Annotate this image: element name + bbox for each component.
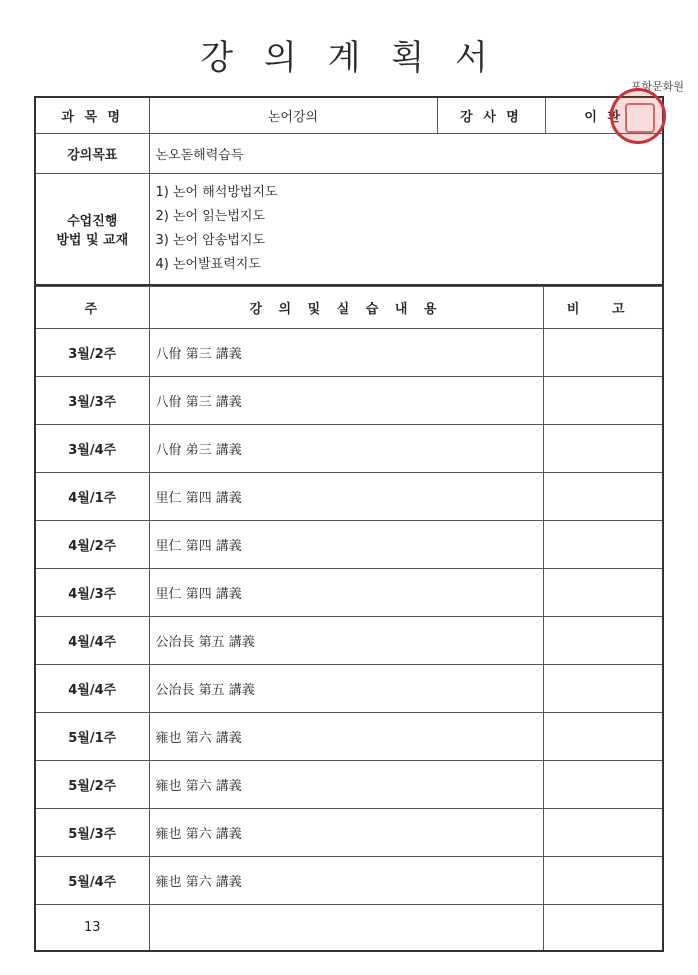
content-cell: 八佾 第三 講義 — [149, 377, 543, 425]
content-cell: 公冶長 第五 講義 — [149, 665, 543, 713]
note-cell — [543, 473, 663, 521]
week-cell: 5월/3주 — [35, 809, 149, 857]
method-item: 4) 논어발표력지도 — [155, 256, 261, 272]
content-cell: 八佾 第三 講義 — [149, 329, 543, 377]
week-cell: 5월/2주 — [35, 761, 149, 809]
content-cell: 里仁 第四 講義 — [149, 569, 543, 617]
week-cell: 5월/1주 — [35, 713, 149, 761]
schedule-row — [35, 761, 663, 809]
note-cell — [543, 761, 663, 809]
content-cell: 里仁 第四 講義 — [149, 473, 543, 521]
organization-name: 포항문화원 — [630, 80, 684, 93]
method-row — [35, 173, 663, 285]
note-cell — [543, 569, 663, 617]
method-item: 1) 논어 해석방법지도 — [155, 184, 278, 200]
method-label-line2: 방법 및 교재 — [56, 232, 129, 248]
schedule-table — [34, 286, 664, 952]
lecture-plan-table — [34, 96, 664, 286]
note-cell — [543, 809, 663, 857]
content-cell: 雍也 第六 講義 — [149, 713, 543, 761]
method-items — [149, 173, 663, 285]
content-cell: 里仁 第四 講義 — [149, 521, 543, 569]
document-title: 강 의 계 획 서 — [200, 38, 498, 78]
schedule-row — [35, 473, 663, 521]
goal-value: 논오돋해력습득 — [149, 133, 663, 173]
week-cell: 5월/4주 — [35, 857, 149, 905]
footer-note-cell — [543, 905, 663, 951]
goal-label: 강의목표 — [35, 133, 149, 173]
note-cell — [543, 665, 663, 713]
page-number: 13 — [35, 905, 149, 951]
lecturer-label: 강 사 명 — [437, 97, 545, 133]
week-cell: 4월/2주 — [35, 521, 149, 569]
footer-content-cell — [149, 905, 543, 951]
note-cell — [543, 425, 663, 473]
schedule-row — [35, 809, 663, 857]
content-cell: 公冶長 第五 講義 — [149, 617, 543, 665]
schedule-row — [35, 329, 663, 377]
footer-row — [35, 905, 663, 951]
goal-row — [35, 133, 663, 173]
content-cell: 八佾 弟三 講義 — [149, 425, 543, 473]
lecture-plan-sheet — [34, 96, 662, 956]
schedule-row — [35, 569, 663, 617]
note-cell — [543, 329, 663, 377]
schedule-row — [35, 521, 663, 569]
week-cell: 4월/4주 — [35, 665, 149, 713]
note-cell — [543, 617, 663, 665]
subject-value: 논어강의 — [149, 97, 437, 133]
note-cell — [543, 521, 663, 569]
subject-label: 과 목 명 — [35, 97, 149, 133]
week-cell: 3월/2주 — [35, 329, 149, 377]
week-cell: 4월/1주 — [35, 473, 149, 521]
week-header: 주 — [35, 287, 149, 329]
method-item: 3) 논어 암송법지도 — [155, 232, 266, 248]
note-cell — [543, 713, 663, 761]
week-cell: 3월/4주 — [35, 425, 149, 473]
content-cell: 雍也 第六 講義 — [149, 809, 543, 857]
schedule-row — [35, 377, 663, 425]
method-item: 2) 논어 읽는법지도 — [155, 208, 266, 224]
lecturer-value: 이 환 — [545, 97, 663, 133]
note-header: 비 고 — [543, 287, 663, 329]
schedule-row — [35, 665, 663, 713]
schedule-row — [35, 857, 663, 905]
schedule-header-row — [35, 287, 663, 329]
week-cell: 4월/4주 — [35, 617, 149, 665]
week-cell: 4월/3주 — [35, 569, 149, 617]
week-cell: 3월/3주 — [35, 377, 149, 425]
method-label-line1: 수업진행 — [67, 213, 118, 229]
schedule-row — [35, 713, 663, 761]
note-cell — [543, 857, 663, 905]
schedule-row — [35, 425, 663, 473]
subject-row — [35, 97, 663, 133]
note-cell — [543, 377, 663, 425]
content-cell: 雍也 第六 講義 — [149, 761, 543, 809]
red-seal-stamp — [610, 88, 666, 144]
schedule-row — [35, 617, 663, 665]
content-header: 강 의 및 실 습 내 용 — [149, 287, 543, 329]
content-cell: 雍也 第六 講義 — [149, 857, 543, 905]
method-label — [35, 173, 149, 285]
